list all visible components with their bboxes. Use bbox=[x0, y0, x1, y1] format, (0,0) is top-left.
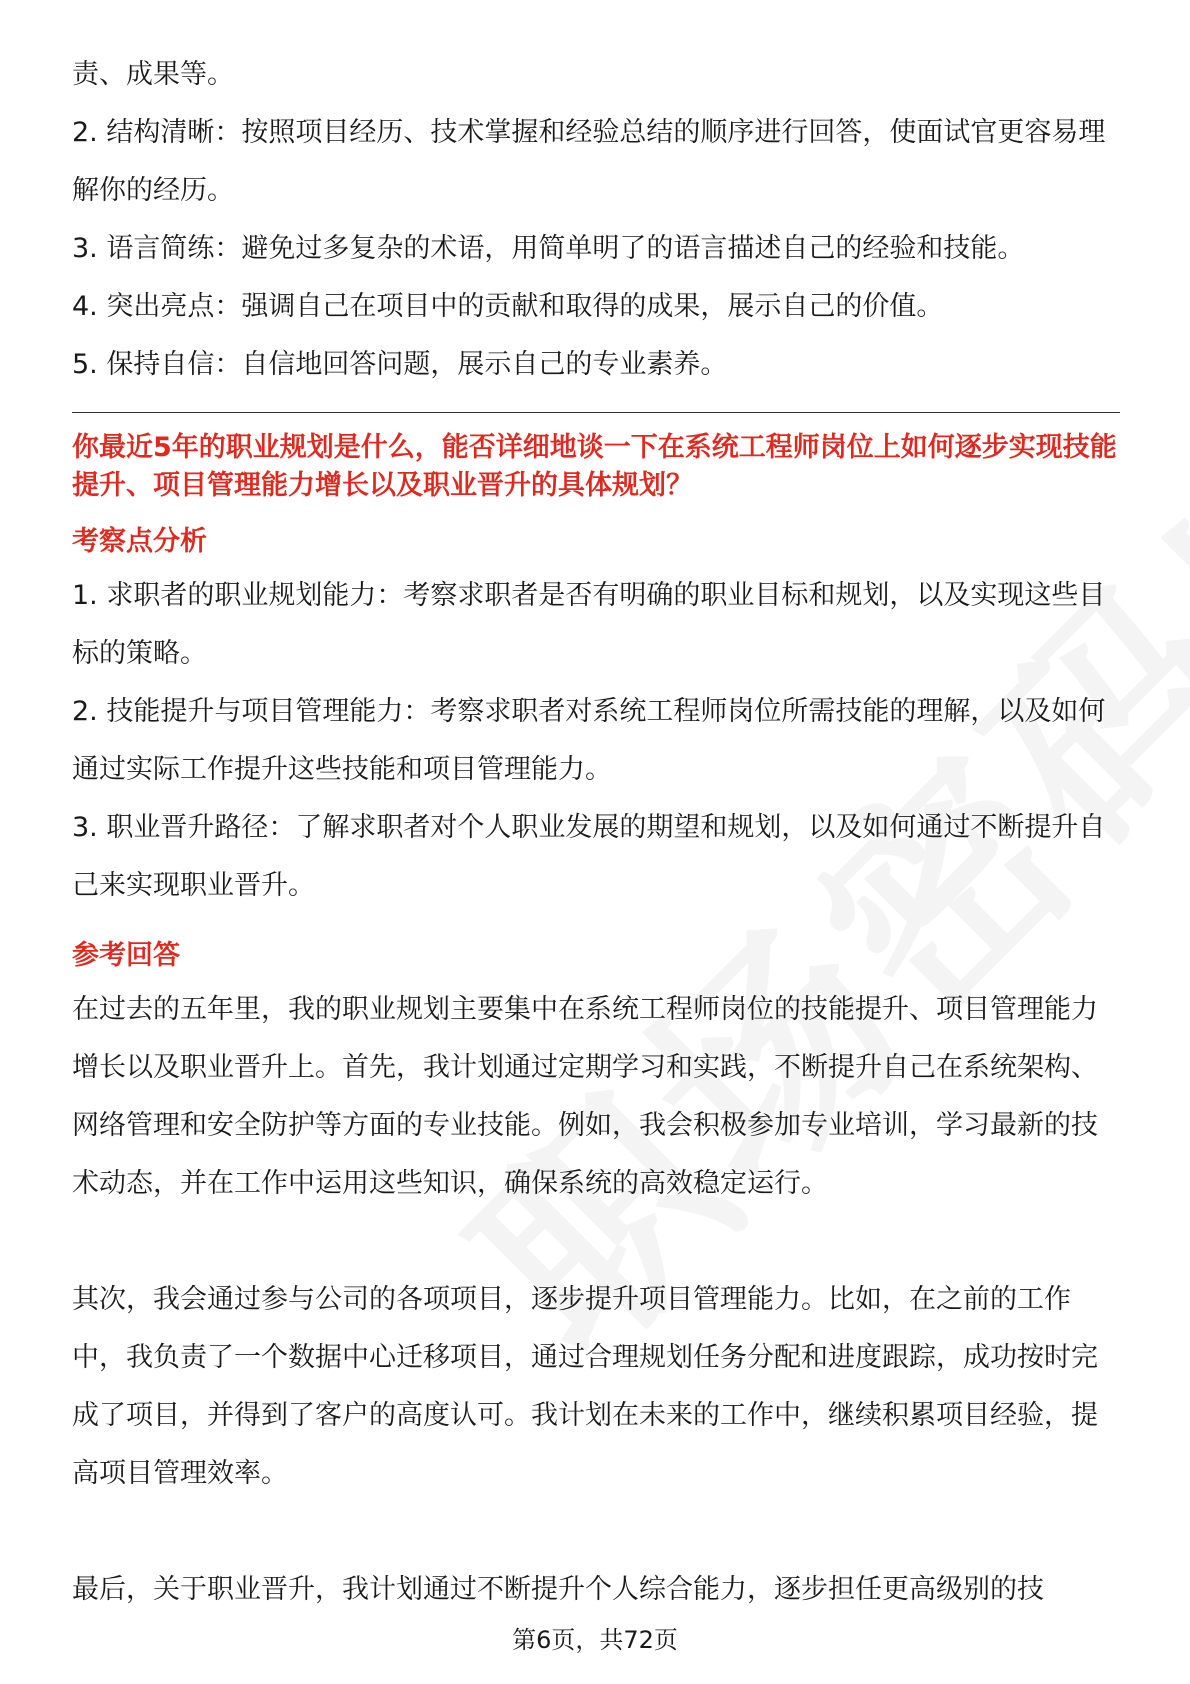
list-item: 责、成果等。 bbox=[72, 59, 234, 90]
section-divider bbox=[72, 412, 1120, 413]
analysis-title: 考察点分析 bbox=[72, 526, 207, 557]
paragraph-gap bbox=[72, 1213, 1120, 1271]
page-content bbox=[72, 46, 1120, 1619]
answer-paragraph: 在过去的五年里，我的职业规划主要集中在系统工程师岗位的技能提升、项目管理能力增长以及职业晋升上。首先，我计划通过定期学习和实践，不断提升自己在系统架构、网络管理和安全防护等方面的专业技能。例如，我会积极参加专业培训，学习最新的技术动态，并在工作中运用这些知识，确保系统的高效稳定运行。 bbox=[72, 994, 1098, 1199]
analysis-item: 3. 职业晋升路径：了解求职者对个人职业发展的期望和规划，以及如何通过不断提升自己来实现职业晋升。 bbox=[72, 812, 1106, 901]
list-item: 2. 结构清晰：按照项目经历、技术掌握和经验总结的顺序进行回答，使面试官更容易理解你的经历。 bbox=[72, 117, 1106, 206]
answer-paragraph: 最后，关于职业晋升，我计划通过不断提升个人综合能力，逐步担任更高级别的技 bbox=[72, 1574, 1044, 1605]
paragraph-gap bbox=[72, 1503, 1120, 1561]
page-number: 第6页，共72页 bbox=[512, 1626, 678, 1654]
analysis-item: 1. 求职者的职业规划能力：考察求职者是否有明确的职业目标和规划，以及实现这些目标的策略。 bbox=[72, 580, 1106, 669]
interview-question: 你最近5年的职业规划是什么，能否详细地谈一下在系统工程师岗位上如何逐步实现技能提升、项目管理能力增长以及职业晋升的具体规划？ bbox=[72, 432, 1117, 501]
list-item: 4. 突出亮点：强调自己在项目中的贡献和取得的成果，展示自己的价值。 bbox=[72, 291, 944, 322]
analysis-item: 2. 技能提升与项目管理能力：考察求职者对系统工程师岗位所需技能的理解，以及如何通过实际工作提升这些技能和项目管理能力。 bbox=[72, 696, 1106, 785]
list-item: 5. 保持自信：自信地回答问题，展示自己的专业素养。 bbox=[72, 349, 728, 380]
answer-paragraph: 其次，我会通过参与公司的各项项目，逐步提升项目管理能力。比如，在之前的工作中，我负责了一个数据中心迁移项目，通过合理规划任务分配和进度跟踪，成功按时完成了项目，并得到了客户的高度认可。我计划在未来的工作中，继续积累项目经验，提高项目管理效率。 bbox=[72, 1284, 1098, 1489]
list-item: 3. 语言简练：避免过多复杂的术语，用简单明了的语言描述自己的经验和技能。 bbox=[72, 233, 1025, 264]
answer-title: 参考回答 bbox=[72, 940, 180, 971]
